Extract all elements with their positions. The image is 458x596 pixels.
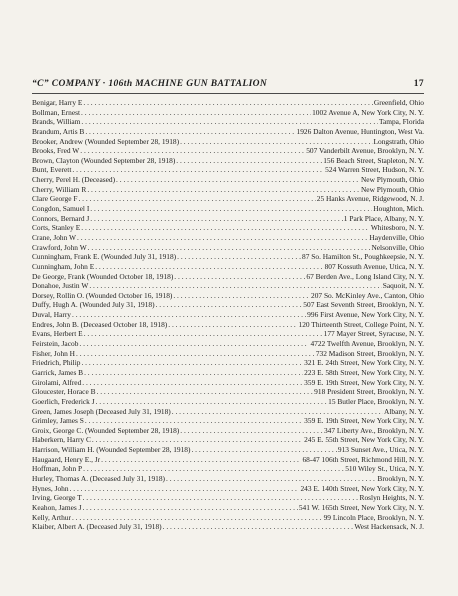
entry-address: 25 Hanks Avenue, Ridgewood, N. J.	[316, 194, 424, 204]
entry-address: 807 Kossuth Avenue, Utica, N. Y.	[324, 261, 424, 271]
dot-leader	[180, 426, 323, 436]
entry-address: 1926 Dalton Avenue, Huntington, West Va.	[296, 126, 424, 136]
dot-leader	[191, 445, 336, 455]
entry-address: 67 Berden Ave., Long Island City, N. Y.	[306, 271, 424, 281]
entry-address: 245 E. 55th Street, New York City, N. Y.	[304, 435, 424, 445]
entry-name: Brandum, Artis B	[32, 126, 85, 136]
dot-leader	[83, 493, 359, 503]
page-header	[32, 79, 424, 93]
entry-name: Connors, Bernard J	[32, 213, 90, 223]
roster-entry	[32, 387, 424, 397]
dot-leader	[81, 117, 378, 127]
entry-address: 4722 Twelfth Avenue, Brooklyn, N. Y.	[310, 339, 424, 349]
entry-name: Evans, Herbert E	[32, 329, 83, 339]
roster-entry	[32, 156, 424, 166]
entry-address: Houghton, Mich.	[373, 204, 424, 214]
dot-leader	[172, 407, 383, 417]
dot-leader	[97, 387, 314, 397]
entry-name: Irving, George T	[32, 493, 82, 503]
entry-address: Roslyn Heights, N. Y.	[359, 493, 424, 503]
roster-list	[32, 98, 424, 532]
dot-leader	[72, 165, 324, 175]
roster-entry	[32, 252, 424, 262]
entry-address: 913 Sunset Ave., Utica, N. Y.	[337, 445, 424, 455]
roster-entry	[32, 320, 424, 330]
dot-leader	[72, 513, 323, 523]
entry-address: Albany, N. Y.	[384, 406, 424, 416]
dot-leader	[90, 204, 372, 214]
entry-name: Groix, George C. (Wounded September 28, 1918)	[32, 425, 180, 435]
roster-entry	[32, 378, 424, 388]
entry-name: Keahon, James J	[32, 502, 82, 512]
roster-entry	[32, 117, 424, 127]
entry-address: 177 Mayer Street, Syracuse, N. Y.	[323, 329, 424, 339]
entry-address: 359 E. 19th Street, New York City, N. Y.	[304, 377, 424, 387]
roster-entry	[32, 522, 424, 532]
entry-address: 1 Park Place, Albany, N. Y.	[343, 213, 424, 223]
entry-address: 120 Thirteenth Street, College Point, N. Y.	[298, 319, 424, 329]
roster-entry	[32, 310, 424, 320]
entry-address: Nelsonville, Ohio	[371, 242, 424, 252]
roster-entry	[32, 137, 424, 147]
entry-name: Hoffman, John P	[32, 464, 83, 474]
entry-address: 732 Madison Street, Brooklyn, N. Y.	[315, 348, 424, 358]
entry-address: Greenfield, Ohio	[373, 98, 424, 107]
entry-name: Clare George F	[32, 194, 78, 204]
roster-entry	[32, 214, 424, 224]
entry-name: Goerlich, Frederick J	[32, 396, 95, 406]
dot-leader	[177, 252, 301, 262]
entry-address: 510 Wiley St., Utica, N. Y.	[345, 464, 424, 474]
entry-name: Hurley, Thomas A. (Deceased July 31, 1918)	[32, 473, 166, 483]
dot-leader	[163, 522, 354, 532]
dot-leader	[87, 185, 360, 195]
entry-address: 68-47 106th Street, Richmond Hill, N. Y.	[302, 454, 424, 464]
entry-name: Donahoe, Justin W	[32, 281, 89, 291]
dot-leader	[80, 146, 305, 156]
entry-address: 207 So. McKinley Ave., Canton, Ohio	[311, 290, 424, 300]
entry-name: Benigar, Harry E	[32, 98, 83, 107]
dot-leader	[78, 194, 315, 204]
entry-address: Brooklyn, N. Y.	[377, 473, 424, 483]
roster-entry	[32, 291, 424, 301]
page-number: 17	[413, 79, 424, 89]
roster-entry	[32, 98, 424, 108]
dot-leader	[89, 281, 381, 291]
entry-address: 99 Lincoln Place, Brooklyn, N. Y.	[323, 512, 424, 522]
dot-leader	[168, 320, 297, 330]
roster-entry	[32, 503, 424, 513]
dot-leader	[82, 503, 297, 513]
dot-leader	[156, 300, 303, 310]
entry-name: Haugaard, Henry E., Jr	[32, 454, 101, 464]
dot-leader	[85, 127, 295, 137]
roster-entry	[32, 358, 424, 368]
entry-name: Girolami, Alfred	[32, 377, 82, 387]
dot-leader	[77, 233, 368, 243]
dot-leader	[79, 339, 309, 349]
dot-leader	[88, 243, 371, 253]
dot-leader	[176, 156, 322, 166]
dot-leader	[96, 397, 328, 407]
entry-name: Brooks, Fred W	[32, 146, 80, 156]
roster-entry	[32, 407, 424, 417]
entry-address: 507 Vanderbilt Avenue, Brooklyn, N. Y.	[306, 146, 424, 156]
entry-address: 524 Warren Street, Hudson, N. Y.	[325, 165, 424, 175]
roster-entry	[32, 329, 424, 339]
dot-leader	[70, 484, 300, 494]
entry-name: Garrick, James B	[32, 367, 84, 377]
entry-address: 321 E. 24th Street, New York City, N. Y.	[304, 358, 424, 368]
roster-entry	[32, 445, 424, 455]
roster-entry	[32, 300, 424, 310]
roster-entry	[32, 127, 424, 137]
roster-entry	[32, 165, 424, 175]
roster-entry	[32, 272, 424, 282]
entry-name: Harrison, William H. (Wounded September 28, 1918)	[32, 445, 191, 455]
dot-leader	[83, 98, 373, 108]
entry-address: 996 First Avenue, New York City, N. Y.	[307, 310, 424, 320]
entry-name: Duffy, Hugh A. (Wounded July 31, 1918)	[32, 300, 155, 310]
dot-leader	[173, 291, 310, 301]
dot-leader	[101, 455, 301, 465]
roster-entry	[32, 194, 424, 204]
roster-entry	[32, 349, 424, 359]
entry-name: Friedrich, Philip	[32, 358, 81, 368]
entry-name: Fisher, John H	[32, 348, 76, 358]
roster-entry	[32, 474, 424, 484]
dot-leader	[76, 349, 315, 359]
roster-entry	[32, 146, 424, 156]
dot-leader	[81, 358, 303, 368]
entry-address: Whitesboro, N. Y.	[370, 223, 424, 233]
roster-entry	[32, 243, 424, 253]
entry-address: 87 So. Hamilton St., Poughkeepsie, N. Y.	[302, 252, 424, 262]
roster-entry	[32, 484, 424, 494]
entry-name: Endres, John B. (Deceased October 18, 1918)	[32, 319, 168, 329]
entry-name: Brooker, Andrew (Wounded September 28, 1918)	[32, 136, 180, 146]
entry-name: Crawford, John W	[32, 242, 87, 252]
dot-leader	[95, 262, 323, 272]
entry-address: New Plymouth, Ohio	[360, 184, 424, 194]
entry-address: 347 Liberty Ave., Brooklyn, N. Y.	[323, 425, 424, 435]
roster-entry	[32, 435, 424, 445]
entry-name: Cunningham, Frank E. (Wounded July 31, 1918)	[32, 252, 177, 262]
dot-leader	[180, 137, 372, 147]
entry-name: Crane, John W	[32, 232, 76, 242]
dot-leader	[84, 329, 323, 339]
entry-address: 507 East Seventh Street, Brooklyn, N. Y.	[303, 300, 424, 310]
entry-name: Brown, Clayton (Wounded September 28, 1918)	[32, 155, 176, 165]
roster-entry	[32, 493, 424, 503]
entry-address: 223 E. 58th Street, New York City, N. Y.	[304, 367, 424, 377]
dot-leader	[174, 272, 305, 282]
dot-leader	[82, 378, 303, 388]
dot-leader	[84, 368, 303, 378]
entry-name: Gloucester, Horace B	[32, 387, 96, 397]
roster-entry	[32, 233, 424, 243]
roster-entry	[32, 368, 424, 378]
entry-name: Haberkern, Harry C	[32, 435, 91, 445]
entry-name: Cherry, Perel H. (Deceased)	[32, 175, 116, 185]
roster-entry	[32, 397, 424, 407]
entry-name: Grimley, James S	[32, 416, 84, 426]
entry-name: Kelly, Arthur	[32, 512, 71, 522]
roster-entry	[32, 426, 424, 436]
running-title: “C” COMPANY · 106th MACHINE GUN BATTALION	[32, 79, 268, 89]
entry-name: Bollman, Ernest	[32, 107, 81, 117]
entry-name: Klaiber, Albert A. (Deceased July 31, 1918)	[32, 522, 162, 532]
roster-entry	[32, 108, 424, 118]
entry-name: Brands, William	[32, 117, 81, 127]
dot-leader	[116, 175, 360, 185]
entry-name: Hynes, John	[32, 483, 69, 493]
dot-leader	[83, 464, 344, 474]
entry-address: Saquoit, N. Y.	[382, 281, 424, 291]
roster-entry	[32, 204, 424, 214]
roster-entry	[32, 513, 424, 523]
entry-address: Haydenville, Ohio	[369, 232, 424, 242]
entry-address: New Plymouth, Ohio	[360, 175, 424, 185]
entry-address: Tampa, Florida	[378, 117, 424, 127]
roster-entry	[32, 339, 424, 349]
entry-address: 541 W. 165th Street, New York City, N. Y.	[298, 502, 424, 512]
entry-address: 15 Butler Place, Brooklyn, N. Y.	[328, 396, 424, 406]
entry-address: 918 President Street, Brooklyn, N. Y.	[314, 387, 424, 397]
entry-name: De George, Frank (Wounded October 18, 1918)	[32, 271, 174, 281]
entry-name: Bunt, Everett	[32, 165, 72, 175]
entry-name: Corts, Stanley E	[32, 223, 81, 233]
dot-leader	[90, 214, 343, 224]
roster-entry	[32, 175, 424, 185]
roster-entry	[32, 185, 424, 195]
dot-leader	[85, 416, 303, 426]
entry-address: 1002 Avenue A, New York City, N. Y.	[312, 107, 424, 117]
dot-leader	[92, 435, 303, 445]
entry-name: Feirstein, Jacob	[32, 339, 79, 349]
roster-entry	[32, 281, 424, 291]
entry-name: Duval, Harry	[32, 310, 71, 320]
roster-entry	[32, 262, 424, 272]
entry-address: Longstrath, Ohio	[373, 136, 424, 146]
dot-leader	[72, 310, 306, 320]
entry-address: 156 Beach Street, Stapleton, N. Y.	[323, 155, 424, 165]
entry-name: Congdon, Samuel I	[32, 204, 90, 214]
entry-name: Cherry, William R	[32, 184, 87, 194]
roster-entry	[32, 455, 424, 465]
roster-entry	[32, 464, 424, 474]
entry-address: 243 E. 140th Street, New York City, N. Y.	[300, 483, 424, 493]
entry-name: Green, James Joseph (Deceased July 31, 1918)	[32, 406, 171, 416]
header-rule	[32, 93, 424, 94]
dot-leader	[81, 108, 311, 118]
dot-leader	[81, 223, 370, 233]
entry-name: Cunningham, John E	[32, 261, 95, 271]
roster-entry	[32, 416, 424, 426]
entry-address: West Hackensack, N. J.	[354, 522, 424, 532]
entry-address: 359 E. 19th Street, New York City, N. Y.	[304, 416, 424, 426]
entry-name: Dorsey, Rollin O. (Wounded October 16, 1918)	[32, 290, 173, 300]
roster-entry	[32, 223, 424, 233]
dot-leader	[166, 474, 376, 484]
